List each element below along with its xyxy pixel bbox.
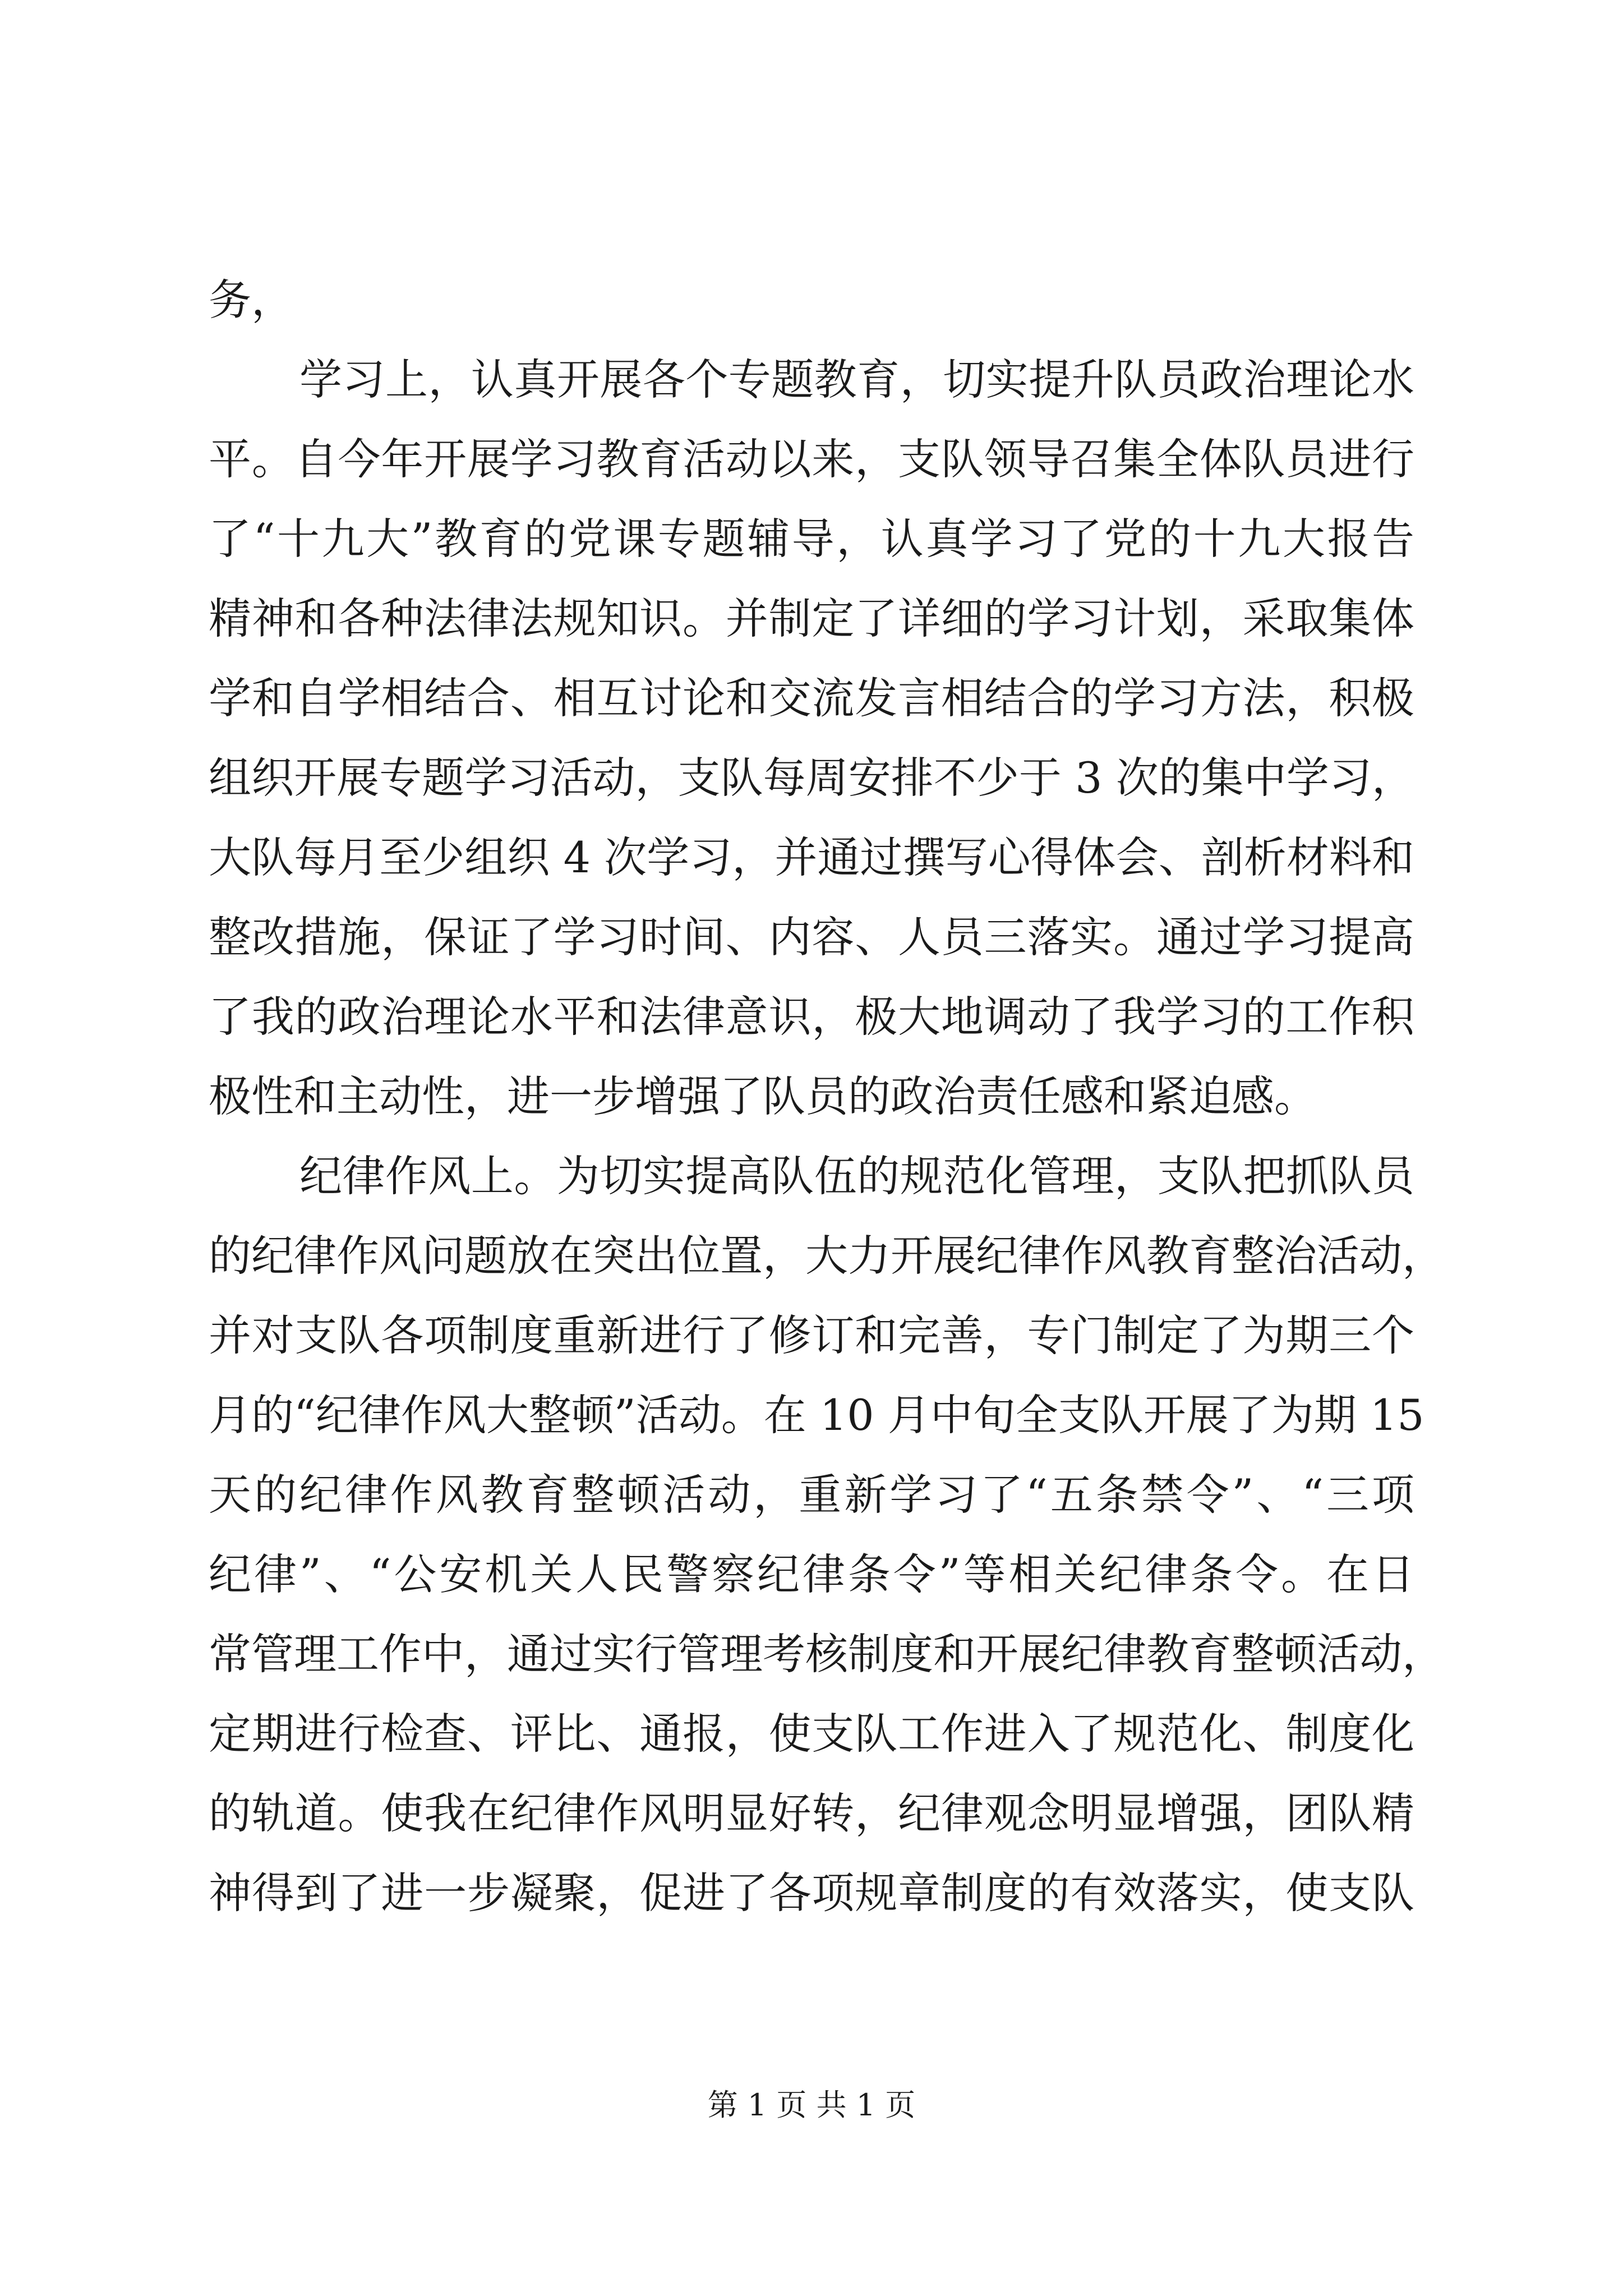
text-line: 极性和主动性，进一步增强了队员的政治责任感和紧迫感。 bbox=[209, 1071, 1317, 1121]
text-line: 精神和各种法律法规知识。并制定了详细的学习计划，采取集体 bbox=[209, 593, 1414, 643]
text-line: 神得到了进一步凝聚，促进了各项规章制度的有效落实，使支队 bbox=[209, 1868, 1414, 1918]
text-line: 纪律作风上。为切实提高队伍的规范化管理，支队把抓队员 bbox=[299, 1151, 1414, 1201]
text-line: 学和自学相结合、相互讨论和交流发言相结合的学习方法，积极 bbox=[209, 673, 1414, 723]
text-line: 并对支队各项制度重新进行了修订和完善，专门制定了为期三个 bbox=[209, 1310, 1414, 1360]
text-line: 的轨道。使我在纪律作风明显好转，纪律观念明显增强，团队精 bbox=[209, 1788, 1414, 1838]
text-line: 纪律”、“公安机关人民警察纪律条令”等相关纪律条令。在日 bbox=[209, 1549, 1414, 1599]
text-line: 大队每月至少组织 4 次学习，并通过撰写心得体会、剖析材料和 bbox=[209, 832, 1414, 882]
text-line: 的纪律作风问题放在突出位置，大力开展纪律作风教育整治活动， bbox=[209, 1231, 1445, 1281]
text-line: 常管理工作中，通过实行管理考核制度和开展纪律教育整顿活动， bbox=[209, 1629, 1445, 1679]
text-line: 月的“纪律作风大整顿”活动。在 10 月中旬全支队开展了为期 15 bbox=[209, 1390, 1424, 1440]
text-line: 组织开展专题学习活动，支队每周安排不少于 3 次的集中学习， bbox=[209, 753, 1414, 803]
text-line: 务， bbox=[209, 275, 294, 325]
text-line: 了“十九大”教育的党课专题辅导，认真学习了党的十九大报告 bbox=[209, 514, 1414, 564]
page-footer: 第 1 页 共 1 页 bbox=[707, 2087, 916, 2123]
text-line: 了我的政治理论水平和法律意识，极大地调动了我学习的工作积 bbox=[209, 992, 1414, 1042]
text-line: 整改措施，保证了学习时间、内容、人员三落实。通过学习提高 bbox=[209, 912, 1414, 962]
text-line: 学习上，认真开展各个专题教育，切实提升队员政治理论水 bbox=[299, 355, 1414, 404]
text-line: 天的纪律作风教育整顿活动，重新学习了“五条禁令”、“三项 bbox=[209, 1470, 1414, 1520]
text-line: 定期进行检查、评比、通报，使支队工作进入了规范化、制度化 bbox=[209, 1709, 1414, 1759]
text-line: 平。自今年开展学习教育活动以来，支队领导召集全体队员进行 bbox=[209, 434, 1414, 484]
